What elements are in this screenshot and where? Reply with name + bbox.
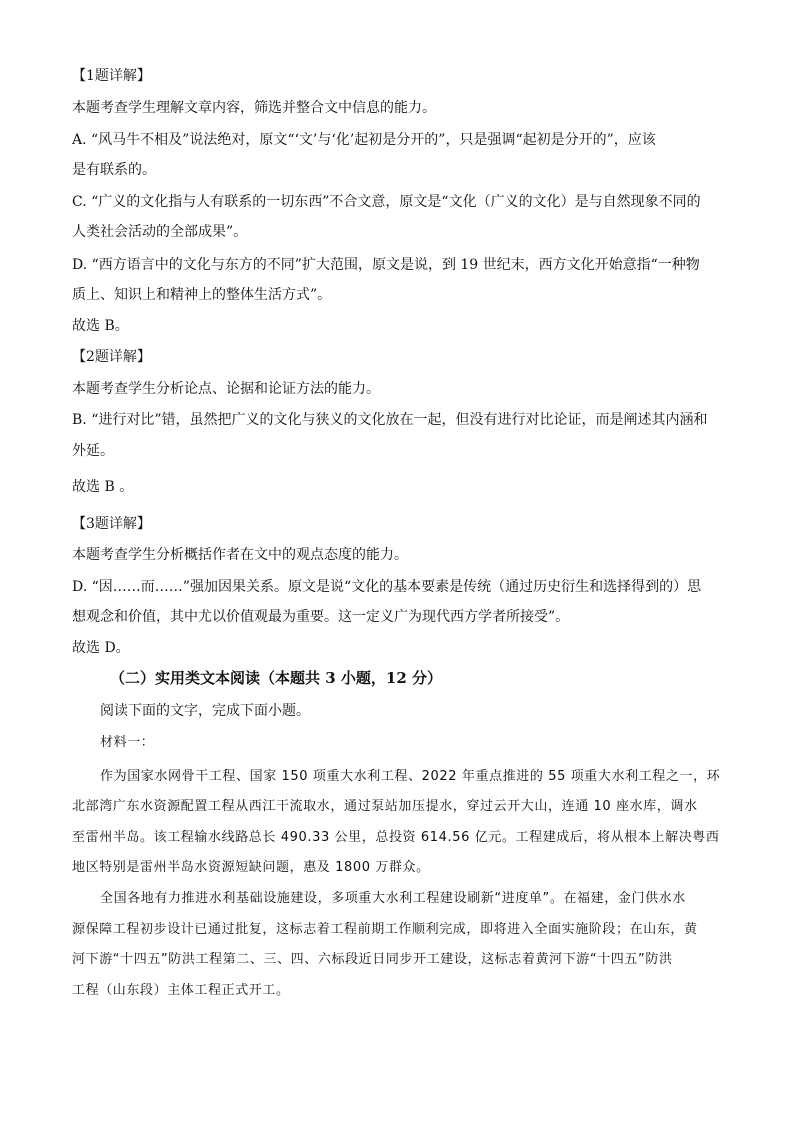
- material-para2-line-1: 全国各地有力推进水利基础设施建设，多项重大水利工程建设刷新“进度单”。在福建，金门供水水: [100, 891, 686, 906]
- q1-line-5: 人类社会活动的全部成果”。: [72, 224, 248, 240]
- material-para1-line-2: 北部湾广东水资源配置工程从西江干流取水，通过泵站加压提水，穿过云开大山，连通 10 座水库，调水: [72, 799, 698, 814]
- material-para1-line-4: 地区特别是雷州半岛水资源短缺问题，惠及 1800 万群众。: [72, 860, 430, 875]
- material-para1-line-3: 至雷州半岛。该工程输水线路总长 490.33 公里，总投资 614.56 亿元。工程建成后，将从根本上解决粤西: [72, 830, 720, 845]
- q3-heading: 【3题详解】: [72, 516, 151, 532]
- material-para2-line-4: 工程（山东段）主体工程正式开工。: [72, 983, 290, 998]
- q1-line-3: 是有联系的。: [72, 162, 156, 178]
- q1-heading: 【1题详解】: [72, 68, 151, 84]
- q2-line-3: 外延。: [72, 443, 114, 459]
- material-para1-line-1: 作为国家水网骨干工程、国家 150 项重大水利工程、2022 年重点推进的 55 项重大水利工程之一，环: [100, 769, 721, 784]
- q3-line-1: 本题考查学生分析概括作者在文中的观点态度的能力。: [72, 547, 408, 563]
- q2-line-4: 故选 B 。: [72, 479, 134, 495]
- material-para2-line-3: 河下游“十四五”防洪工程第二、三、四、六标段近日同步开工建设，这标志着黄河下游“十四五”防洪: [72, 952, 673, 967]
- q3-line-2: D. “因……而……”强加因果关系。原文是说“文化的基本要素是传统（通过历史衍生和选择得到的）思: [72, 579, 702, 595]
- q1-line-6: D. “西方语言中的文化与东方的不同”扩大范围，原文是说，到 19 世纪末，西方文化开始意指“一种物: [72, 257, 700, 273]
- q2-heading: 【2题详解】: [72, 349, 151, 365]
- material-label: 材料一：: [100, 735, 155, 750]
- q3-line-3: 想观念和价值，其中尤以价值观最为重要。这一定义广为现代西方学者所接受”。: [72, 609, 570, 625]
- q3-line-4: 故选 D。: [72, 640, 130, 656]
- material-para2-line-2: 源保障工程初步设计已通过批复，这标志着工程前期工作顺利完成，即将进入全面实施阶段；在山东，黄: [72, 922, 698, 937]
- section-title: （二）实用类文本阅读（本题共 3 小题，12 分）: [110, 669, 442, 687]
- q1-line-8: 故选 B。: [72, 318, 129, 334]
- q1-line-4: C. “广义的文化指与人有联系的一切东西”不合文意，原文是“文化（广义的文化）是与自然现象不同的: [72, 194, 701, 210]
- q1-line-1: 本题考查学生理解文章内容，筛选并整合文中信息的能力。: [72, 100, 436, 116]
- q1-line-2: A. “风马牛不相及”说法绝对，原文“‘文’与‘化’起初是分开的”，只是强调“起初是分开的”，应该: [72, 132, 656, 148]
- q2-line-2: B. “进行对比”错，虽然把广义的文化与狭义的文化放在一起，但没有进行对比论证，而是阐述其内涵和: [72, 412, 708, 428]
- q2-line-1: 本题考查学生分析论点、论据和论证方法的能力。: [72, 381, 380, 397]
- section-instruction: 阅读下面的文字，完成下面小题。: [100, 703, 310, 719]
- q1-line-7: 质上、知识上和精神上的整体生活方式”。: [72, 287, 332, 303]
